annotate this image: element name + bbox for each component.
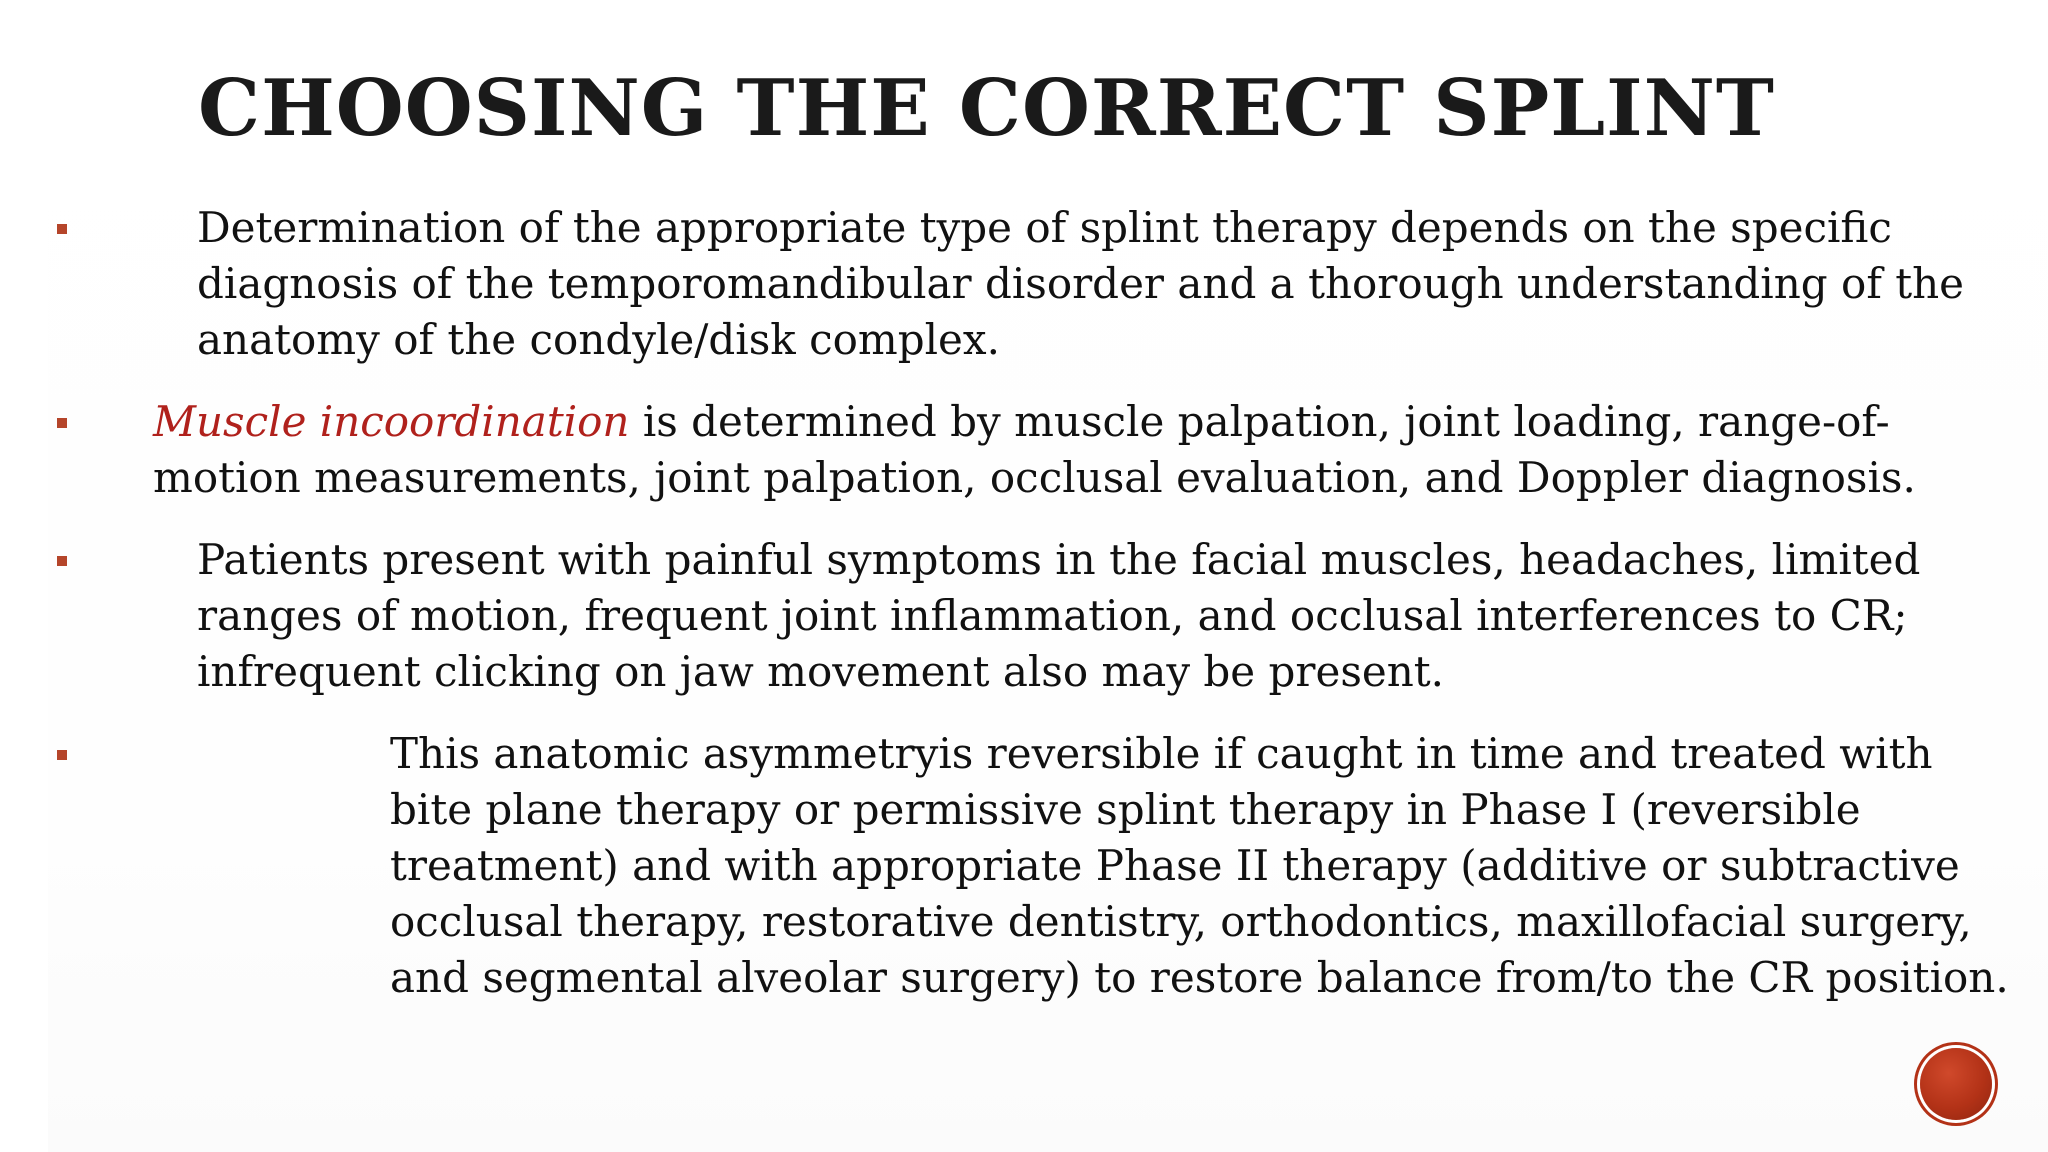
slide-left-margin (0, 0, 48, 1152)
bullet-list (85, 200, 2020, 1032)
bullet-text: Patients present with painful symptoms in the facial muscles, headaches, limited ranges of motion, frequent joint inflammation, and occlusal interferences to CR; infrequent clicking on jaw movement also may be present. (197, 535, 1921, 696)
bullet-text: is determined by muscle palpation, joint loading, range-of-motion measurements, joint palpation, occlusal evaluation, and Doppler diagnosis. (153, 397, 1916, 502)
slide-title: CHOOSING THE CORRECT SPLINT (198, 63, 1775, 154)
bullet-item (85, 726, 2020, 1006)
bullet-item (85, 394, 2020, 506)
bullet-marker-icon (57, 750, 67, 760)
bullet-marker-icon (57, 556, 67, 566)
bullet-text-container (85, 394, 2020, 506)
bullet-marker-icon (57, 418, 67, 428)
bullet-marker-icon (57, 224, 67, 234)
bullet-emphasis: Muscle incoordination (153, 397, 630, 446)
circle-button-icon[interactable] (1920, 1048, 1992, 1120)
bullet-text: Determination of the appropriate type of splint therapy depends on the specific diagnosis of the temporomandibular disorder and a thorough understanding of the anatomy of the condyle/disk complex. (197, 203, 1964, 364)
bullet-text: This anatomic asymmetryis reversible if caught in time and treated with bite plane therapy or permissive splint therapy in Phase I (reversible treatment) and with appropriate Phase II therapy (additive or subtractive occlusal therapy, restorative dentistry, orthodontics, maxillofacial surgery, and segmental alveolar surgery) to restore balance from/to the CR position. (390, 729, 2009, 1002)
bullet-item (85, 200, 2020, 368)
bullet-item (85, 532, 2020, 700)
